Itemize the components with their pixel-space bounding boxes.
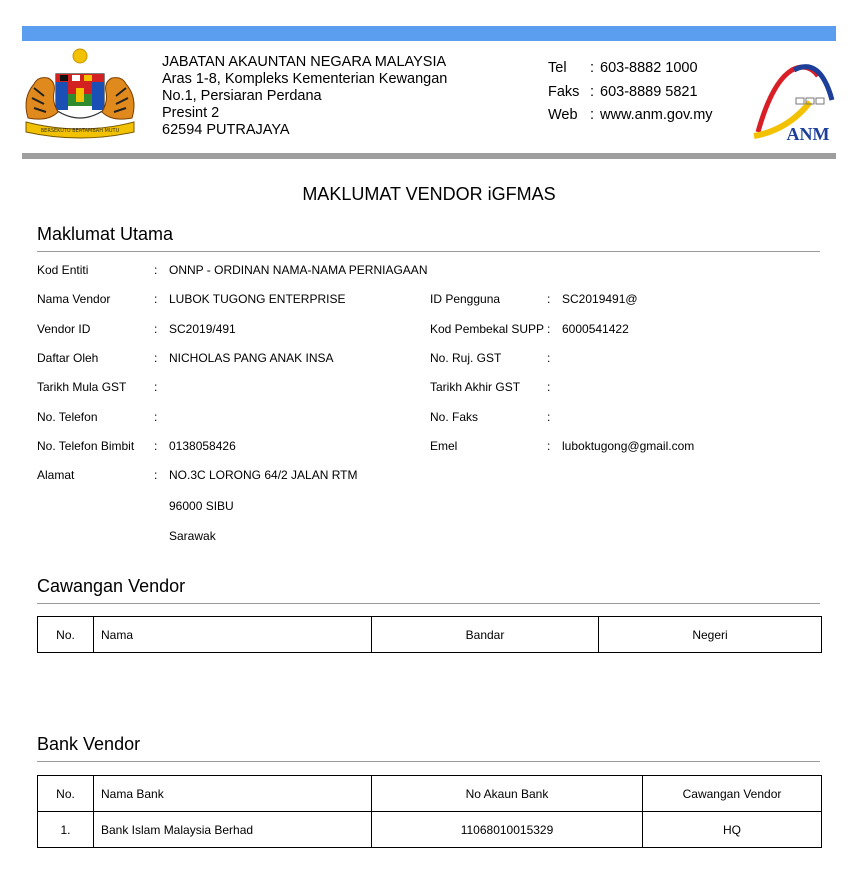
field-label: No. Telefon [37, 410, 98, 424]
field-label: Vendor ID [37, 322, 91, 336]
field-label: Kod Pembekal SUPP [430, 322, 545, 336]
agency-address-line: Presint 2 [162, 105, 220, 121]
field-label: Nama Vendor [37, 292, 111, 306]
table-header-cell: Negeri [599, 617, 822, 653]
contact-label: Tel [548, 60, 567, 76]
field-colon: : [154, 468, 158, 482]
table-header-cell: Nama Bank [94, 776, 372, 812]
field-label: No. Faks [430, 410, 479, 424]
section-title-bank-vendor: Bank Vendor [37, 734, 141, 754]
field-value-nama-vendor: LUBOK TUGONG ENTERPRISE [169, 292, 346, 306]
field-colon: : [154, 292, 158, 306]
table-cell: 1. [38, 812, 94, 848]
contact-block [548, 57, 713, 128]
table-row [38, 812, 822, 848]
agency-address-line: No.1, Persiaran Perdana [162, 88, 322, 104]
contact-sep: : [590, 60, 595, 76]
contact-value: 603-8882 1000 [600, 60, 698, 76]
section-divider [37, 761, 820, 762]
field-value-vendor-id: SC2019/491 [169, 322, 236, 336]
contact-label: Web [548, 107, 578, 123]
agency-name: JABATAN AKAUNTAN NEGARA MALAYSIA [162, 54, 447, 70]
top-color-bar [22, 26, 836, 41]
field-colon: : [547, 380, 551, 394]
agency-address-block [162, 54, 447, 139]
document-title: MAKLUMAT VENDOR iGFMAS [302, 184, 556, 204]
section-title-cawangan-vendor: Cawangan Vendor [37, 576, 186, 596]
contact-label: Faks [548, 83, 580, 100]
table-header-row [38, 776, 822, 812]
field-colon: : [154, 439, 158, 453]
branch-table [37, 616, 822, 653]
table-header-cell: No Akaun Bank [372, 776, 643, 812]
section-divider [37, 603, 820, 604]
field-value-emel: luboktugong@gmail.com [562, 439, 695, 453]
field-colon: : [547, 322, 551, 336]
field-label: Daftar Oleh [37, 351, 99, 365]
table-header-cell: Cawangan Vendor [643, 776, 822, 812]
field-value-kod-pembekal: 6000541422 [562, 322, 629, 336]
field-label: Kod Entiti [37, 263, 89, 277]
field-colon: : [547, 439, 551, 453]
field-value-kod-entiti: ONNP - ORDINAN NAMA-NAMA PERNIAGAAN [169, 263, 428, 277]
contact-value[interactable]: www.anm.gov.my [600, 107, 713, 123]
field-colon: : [154, 322, 158, 336]
field-label: Alamat [37, 468, 75, 482]
table-header-cell: Bandar [372, 617, 599, 653]
section-title-maklumat-utama: Maklumat Utama [37, 224, 174, 244]
contact-tel [548, 57, 713, 81]
field-value-no-telefon-bimbit: 0138058426 [169, 439, 236, 453]
contact-value: 603-8889 5821 [600, 83, 698, 100]
field-colon: : [547, 292, 551, 306]
field-colon: : [154, 351, 158, 365]
table-cell: 11068010015329 [372, 812, 643, 848]
table-header-cell: Nama [94, 617, 372, 653]
field-value-alamat-line3: Sarawak [169, 529, 216, 543]
contact-sep: : [590, 107, 595, 123]
field-value-id-pengguna: SC2019491@ [562, 292, 638, 306]
crest-motto: BERSEKUTU BERTAMBAH MUTU [40, 128, 120, 134]
field-label: Tarikh Mula GST [37, 380, 127, 394]
field-value-daftar-oleh: NICHOLAS PANG ANAK INSA [169, 351, 334, 365]
agency-postcode: 62594 PUTRAJAYA [162, 122, 290, 138]
bank-table [37, 775, 822, 848]
field-value-alamat: NO.3C LORONG 64/2 JALAN RTM [169, 468, 358, 482]
anm-logo [750, 52, 836, 144]
table-header-cell: No. [38, 617, 94, 653]
contact-sep: : [590, 83, 595, 100]
field-colon: : [154, 410, 158, 424]
section-divider [37, 251, 820, 252]
header-divider [22, 153, 836, 159]
field-label: No. Telefon Bimbit [37, 439, 135, 453]
contact-web [548, 104, 713, 128]
agency-address-line: Aras 1-8, Kompleks Kementerian Kewangan [162, 71, 448, 87]
field-value-alamat-line2: 96000 SIBU [169, 499, 234, 513]
field-colon: : [154, 380, 158, 394]
coat-of-arms-logo [20, 48, 140, 140]
field-label: ID Pengguna [430, 292, 501, 306]
contact-fax [548, 81, 713, 105]
field-colon: : [547, 410, 551, 424]
field-label: Emel [430, 439, 458, 453]
field-colon: : [547, 351, 551, 365]
table-header-row [38, 617, 822, 653]
table-header-cell: No. [38, 776, 94, 812]
field-colon: : [154, 263, 158, 277]
anm-logo-text: ANM [786, 124, 830, 144]
table-cell: Bank Islam Malaysia Berhad [94, 812, 372, 848]
table-cell: HQ [643, 812, 822, 848]
field-label: No. Ruj. GST [430, 351, 502, 365]
field-label: Tarikh Akhir GST [430, 380, 521, 394]
